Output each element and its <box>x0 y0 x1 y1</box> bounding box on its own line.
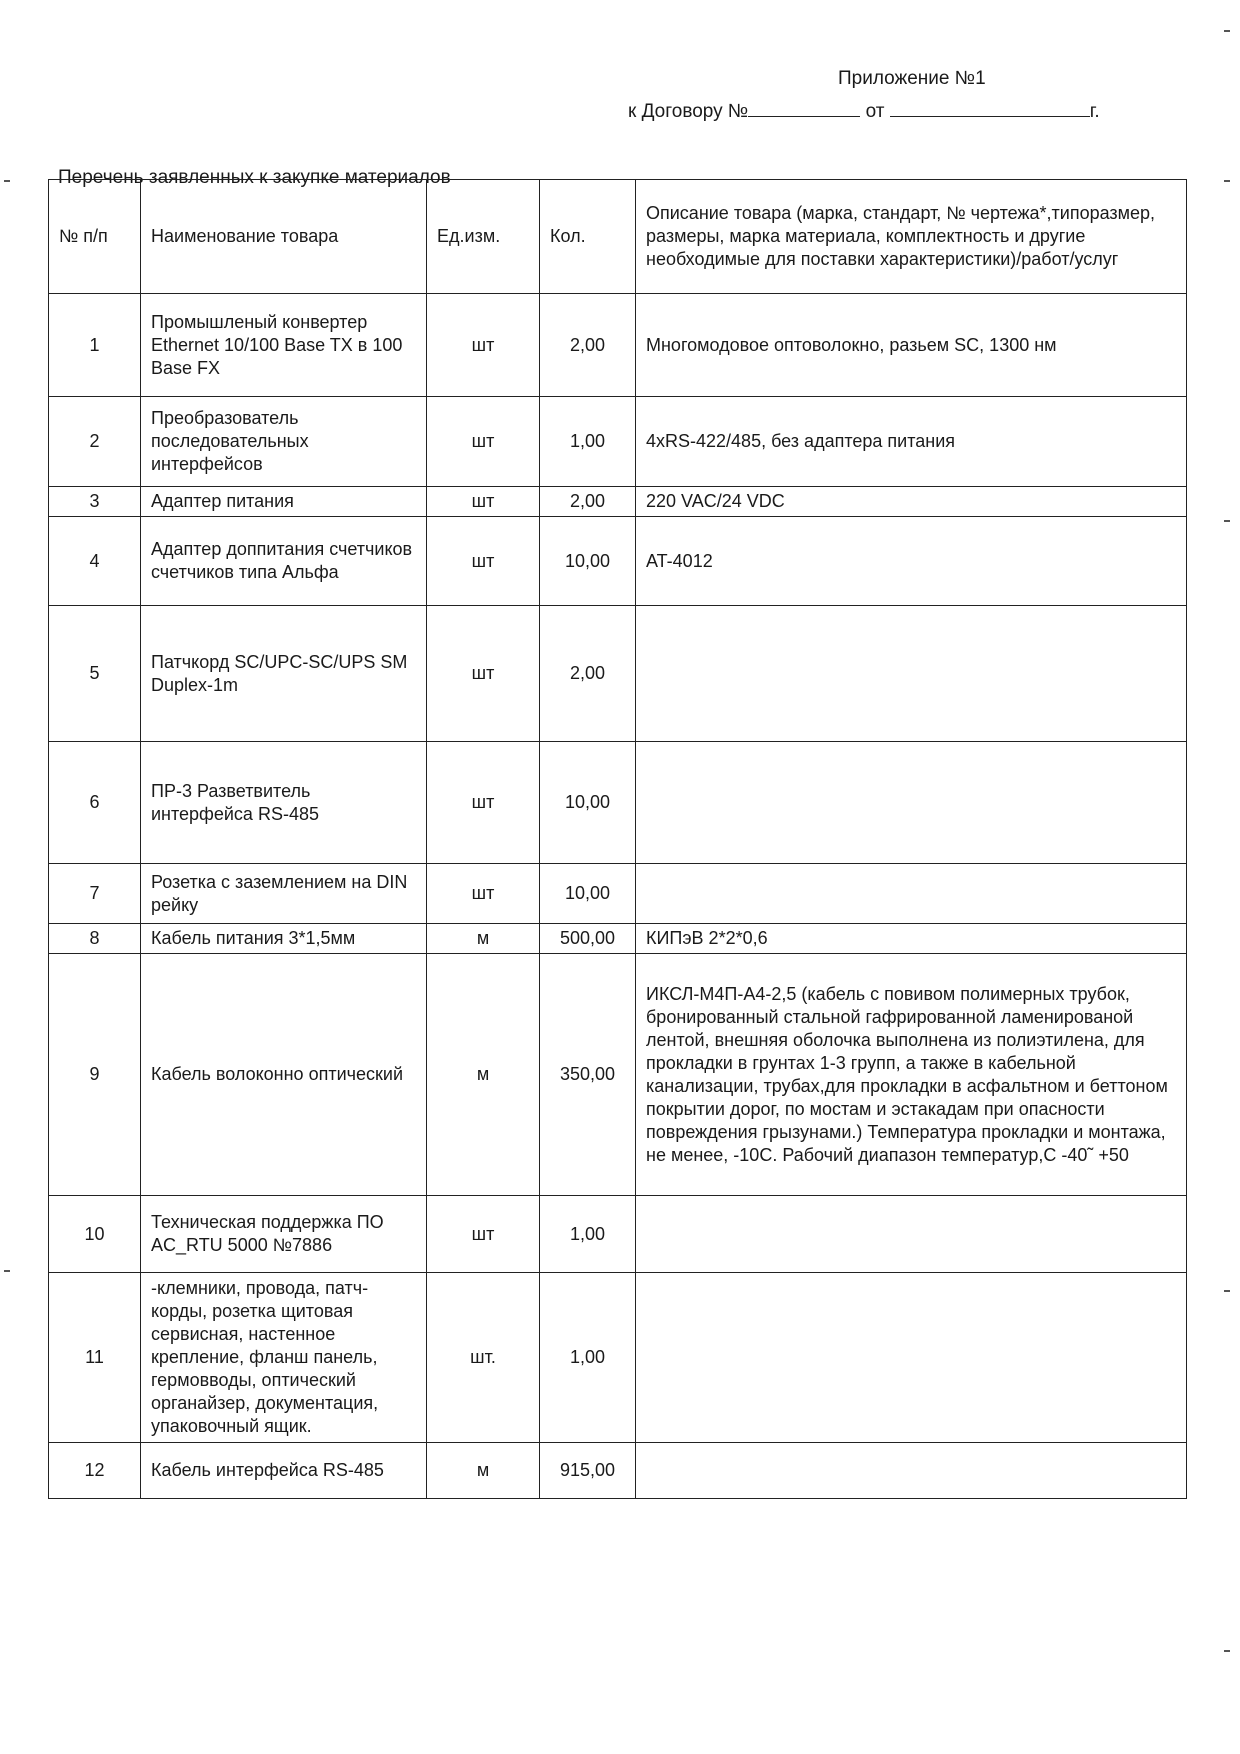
scan-mark <box>1224 520 1230 522</box>
row-num: 12 <box>49 1443 141 1499</box>
row-desc <box>636 742 1187 864</box>
row-qty: 915,00 <box>540 1443 636 1499</box>
table-row <box>49 924 1187 954</box>
table-row <box>49 1196 1187 1273</box>
row-name: Адаптер доппитания счетчиков счетчиков типа Альфа <box>141 517 427 606</box>
table-row <box>49 294 1187 397</box>
row-qty: 2,00 <box>540 606 636 742</box>
contract-suffix: г. <box>1089 101 1100 122</box>
row-unit: м <box>427 924 540 954</box>
row-name: ПР-3 Разветвитель интерфейса RS-485 <box>141 742 427 864</box>
row-desc: КИПэВ 2*2*0,6 <box>636 924 1187 954</box>
row-num: 5 <box>49 606 141 742</box>
row-qty: 10,00 <box>540 864 636 924</box>
row-num: 4 <box>49 517 141 606</box>
materials-table <box>48 179 1187 1499</box>
scan-mark <box>1224 30 1230 32</box>
scan-mark <box>4 180 10 182</box>
table-row <box>49 487 1187 517</box>
row-qty: 1,00 <box>540 397 636 487</box>
col-header-num: № п/п <box>49 180 141 294</box>
row-desc <box>636 864 1187 924</box>
table-row <box>49 954 1187 1196</box>
table-header-row <box>49 180 1187 294</box>
row-desc: Многомодовое оптоволокно, разьем SC, 1300 нм <box>636 294 1187 397</box>
table-row <box>49 606 1187 742</box>
row-num: 10 <box>49 1196 141 1273</box>
row-desc <box>636 1273 1187 1443</box>
col-header-unit: Ед.изм. <box>427 180 540 294</box>
row-num: 11 <box>49 1273 141 1443</box>
row-num: 9 <box>49 954 141 1196</box>
table-row <box>49 742 1187 864</box>
row-num: 8 <box>49 924 141 954</box>
table-row <box>49 1443 1187 1499</box>
contract-line <box>628 100 1100 123</box>
scan-mark <box>1224 1650 1230 1652</box>
contract-from: от <box>865 101 885 122</box>
row-qty: 1,00 <box>540 1196 636 1273</box>
row-unit: шт <box>427 864 540 924</box>
row-desc: 4xRS-422/485, без адаптера питания <box>636 397 1187 487</box>
row-unit: шт <box>427 487 540 517</box>
table-row <box>49 864 1187 924</box>
row-unit: м <box>427 954 540 1196</box>
row-num: 2 <box>49 397 141 487</box>
scan-mark <box>1224 1290 1230 1292</box>
row-desc: AT-4012 <box>636 517 1187 606</box>
row-unit: шт <box>427 606 540 742</box>
row-unit: шт <box>427 517 540 606</box>
row-num: 6 <box>49 742 141 864</box>
row-qty: 1,00 <box>540 1273 636 1443</box>
row-name: Адаптер питания <box>141 487 427 517</box>
contract-number-blank <box>748 100 860 117</box>
col-header-name: Наименование товара <box>141 180 427 294</box>
row-name: Кабель волоконно оптический <box>141 954 427 1196</box>
table-row <box>49 1273 1187 1443</box>
row-unit: м <box>427 1443 540 1499</box>
row-unit: шт. <box>427 1273 540 1443</box>
row-desc <box>636 1196 1187 1273</box>
table-row <box>49 397 1187 487</box>
row-name: Кабель интерфейса RS-485 <box>141 1443 427 1499</box>
row-unit: шт <box>427 1196 540 1273</box>
row-name: Техническая поддержка ПО AC_RTU 5000 №7886 <box>141 1196 427 1273</box>
row-name: Промышленый конвертер Ethernet 10/100 Base TX в 100 Base FX <box>141 294 427 397</box>
row-num: 7 <box>49 864 141 924</box>
row-qty: 10,00 <box>540 742 636 864</box>
row-num: 1 <box>49 294 141 397</box>
contract-date-blank <box>890 100 1090 117</box>
row-qty: 500,00 <box>540 924 636 954</box>
row-desc <box>636 606 1187 742</box>
row-unit: шт <box>427 294 540 397</box>
row-name: Кабель питания 3*1,5мм <box>141 924 427 954</box>
row-qty: 2,00 <box>540 294 636 397</box>
row-unit: шт <box>427 397 540 487</box>
row-desc: 220 VAC/24 VDC <box>636 487 1187 517</box>
row-qty: 2,00 <box>540 487 636 517</box>
col-header-qty: Кол. <box>540 180 636 294</box>
table-row <box>49 517 1187 606</box>
row-name: Розетка с заземлением на DIN рейку <box>141 864 427 924</box>
row-unit: шт <box>427 742 540 864</box>
row-desc <box>636 1443 1187 1499</box>
col-header-desc: Описание товара (марка, стандарт, № чертежа*,типоразмер, размеры, марка материала, комплектность и другие необходимые для поставки характеристики)/работ/услуг <box>636 180 1187 294</box>
scan-mark <box>1224 180 1230 182</box>
row-num: 3 <box>49 487 141 517</box>
annex-title: Приложение №1 <box>838 68 986 89</box>
contract-prefix: к Договору № <box>628 101 749 122</box>
row-name: Преобразователь последовательных интерфейсов <box>141 397 427 487</box>
row-qty: 10,00 <box>540 517 636 606</box>
row-desc: ИКСЛ-М4П-А4-2,5 (кабель с повивом полимерных трубок, бронированный стальной гафрированной ламенированой лентой, внешняя оболочка выполнена из полиэтилена, для прокладки в грунтах 1-3 групп, а также в кабельной канализации, трубах,для прокладки в асфальтном и беттоном покрытии дорог, по мостам и эстакадам при опасности повреждения грызунами.) Температура прокладки и монтажа, не менее, -10С. Рабочий диапазон температур,С -40˜ +50 <box>636 954 1187 1196</box>
row-name: Патчкорд SC/UPC-SC/UPS SM Duplex-1m <box>141 606 427 742</box>
scan-mark <box>4 1270 10 1272</box>
list-title: Перечень заявленных к закупке материалов <box>58 167 451 188</box>
row-qty: 350,00 <box>540 954 636 1196</box>
row-name: -клемники, провода, патч-корды, розетка щитовая сервисная, настенное крепление, фланш панель, гермовводы, оптический органайзер, документация, упаковочный ящик. <box>141 1273 427 1443</box>
